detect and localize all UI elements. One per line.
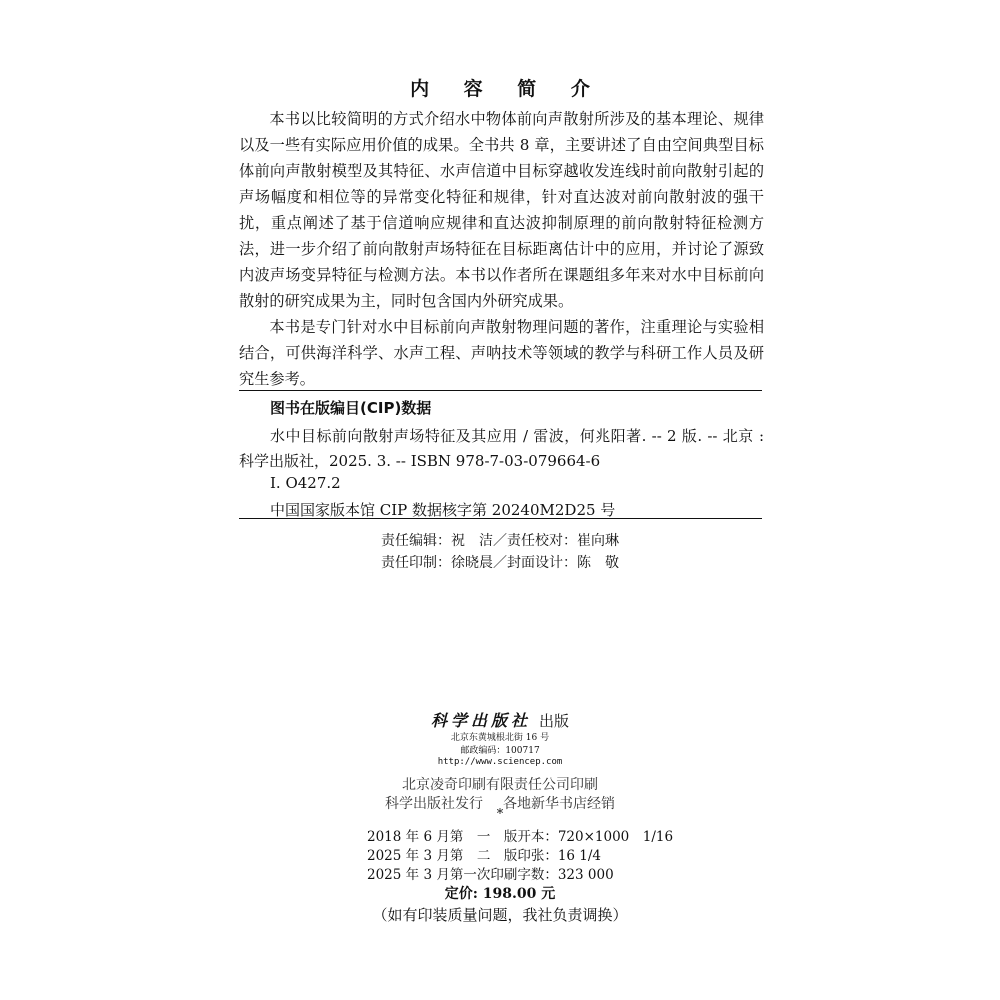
cip-top-rule [239,390,762,391]
cip-approval: 中国国家版本馆 CIP 数据核字第 20240M2D25 号 [270,501,616,519]
editor-credit: 责任编辑：祝 洁 [381,533,493,549]
edition-table [367,828,673,885]
cip-heading: 图书在版编目(CIP)数据 [270,399,432,417]
summary-paragraph: 本书以比较简明的方式介绍水中物体前向声散射所涉及的基本理论、规律以及一些有实际应用价值的成果。全书共 8 章，主要讲述了自由空间典型目标体前向声散射模型及其特征、水声信道中目标穿越收发连线时前向散射引起的声场幅度和相位等的异常变化特征和规律，针对直达波对前向散射波的强干扰，重点阐述了基于信道响应规律和直达波抑制原理的前向散射特征检测方法，进一步介绍了前向散射声场特征在目标距离估计中的应用，并讨论了源致内波声场变异特征与检测方法。本书以作者所在课题组多年来对水中目标前向散射的研究成果为主，同时包含国内外研究成果。 [239,110,764,310]
quality-notice: （如有印装质量问题，我社负责调换） [372,906,628,924]
editor-row [0,552,1000,574]
summary-title: 内 容 简 介 [410,78,604,100]
proofreader-credit: ／责任校对：崔向琳 [493,533,619,549]
edition-spec: 字数：323 000 [517,867,614,883]
editor-credits [0,530,1000,574]
issuer: 科学出版社发行 [385,796,483,812]
edition-spec: 印张：16 1/4 [517,848,602,864]
publisher-line [0,708,1000,731]
publisher-address: 北京东黄城根北街 16 号 [450,733,550,743]
publisher-logo-text: 科学出版社 [430,711,531,730]
printer-name: 北京凌奇印刷有限责任公司印刷 [402,777,598,793]
edition-date: 2025 年 3 月第一次印刷 [367,867,518,883]
separator-star: * [496,807,504,822]
edition-date: 2018 年 6 月第 一 版 [367,829,518,845]
cip-classification: Ⅰ. O427.2 [270,474,341,492]
cip-bottom-rule [239,518,762,519]
edition-row [367,828,673,847]
print-manager-credit: 责任印制：徐晓晨 [381,555,493,571]
publisher-postcode: 邮政编码：100717 [460,746,540,756]
summary-paragraph: 本书是专门针对水中目标前向声散射物理问题的著作，注重理论与实验相结合，可供海洋科学、水声工程、声呐技术等领域的教学与科研工作人员及研究生参考。 [239,318,764,388]
edition-row [367,847,673,866]
summary-body [239,106,764,392]
editor-row [0,530,1000,552]
publish-word: 出版 [539,712,570,730]
cip-record: 水中目标前向散射声场特征及其应用 / 雷波，何兆阳著. -- 2 版. -- 北京 : 科学出版社，2025. 3. -- ISBN 978-7-03-079664-6 [239,427,764,470]
seller: 各地新华书店经销 [503,796,615,812]
edition-spec: 开本：720×1000 1/16 [517,829,674,845]
edition-date: 2025 年 3 月第 二 版 [367,848,518,864]
cover-designer-credit: ／封面设计：陈 敬 [493,555,619,571]
publisher-website: http://www.sciencep.com [437,757,563,767]
price: 定价: 198.00 元 [444,886,556,902]
